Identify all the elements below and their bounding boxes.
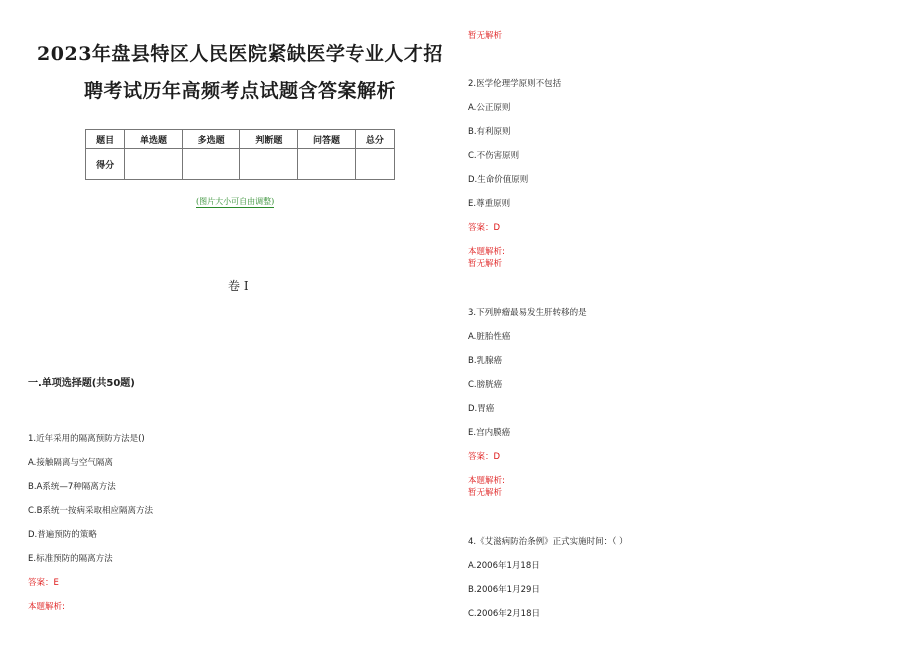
q1-option-c: C.B系统一按病采取相应隔离方法 bbox=[28, 506, 153, 516]
score-table bbox=[85, 129, 395, 180]
q1-option-b: B.A系统—7种隔离方法 bbox=[28, 482, 116, 492]
image-size-note: (图片大小可自由调整) bbox=[196, 197, 275, 206]
q2-answer: 答案：D bbox=[468, 223, 501, 233]
q3-option-c: C.膀胱癌 bbox=[468, 380, 503, 390]
question-4: 4.《艾滋病防治条例》正式实施时间：（ ） bbox=[468, 537, 628, 547]
q4-option-a: A.2006年1月18日 bbox=[468, 561, 540, 571]
score-header-qa: 问答题 bbox=[298, 130, 356, 149]
q3-analysis-label: 本题解析: bbox=[468, 476, 505, 486]
volume-label: 卷 I bbox=[228, 279, 249, 293]
section-title: 一.单项选择题(共50题) bbox=[28, 378, 135, 389]
q2-option-b: B.有利原则 bbox=[468, 127, 511, 137]
q3-no-analysis: 暂无解析 bbox=[468, 488, 503, 498]
score-cell bbox=[355, 149, 394, 180]
score-cell bbox=[182, 149, 240, 180]
q4-option-c: C.2006年2月18日 bbox=[468, 609, 540, 619]
question-2: 2.医学伦理学原则不包括 bbox=[468, 79, 562, 89]
score-header-multi: 多选题 bbox=[182, 130, 240, 149]
q1-option-d: D.普遍预防的策略 bbox=[28, 530, 97, 540]
score-header-judge: 判断题 bbox=[240, 130, 298, 149]
question-3: 3.下列肿瘤最易发生肝转移的是 bbox=[468, 308, 587, 318]
q3-answer: 答案：D bbox=[468, 452, 501, 462]
score-cell bbox=[125, 149, 183, 180]
score-header-total: 总分 bbox=[355, 130, 394, 149]
q2-analysis-label: 本题解析: bbox=[468, 247, 505, 257]
score-cell bbox=[298, 149, 356, 180]
q1-option-a: A.接触隔离与空气隔离 bbox=[28, 458, 113, 468]
q2-option-c: C.不伤害原则 bbox=[468, 151, 520, 161]
q3-option-d: D.胃癌 bbox=[468, 404, 495, 414]
q3-option-e: E.宫内膜癌 bbox=[468, 428, 511, 438]
q2-option-e: E.尊重原则 bbox=[468, 199, 511, 209]
q3-option-b: B.乳腺癌 bbox=[468, 356, 503, 366]
score-row-label: 得分 bbox=[86, 149, 125, 180]
q1-option-e: E.标准预防的隔离方法 bbox=[28, 554, 113, 564]
q2-no-analysis: 暂无解析 bbox=[468, 259, 503, 269]
q1-answer: 答案：E bbox=[28, 578, 59, 588]
question-1: 1.近年采用的隔离预防方法是() bbox=[28, 434, 145, 444]
q2-option-a: A.公正原则 bbox=[468, 103, 511, 113]
q4-option-b: B.2006年1月29日 bbox=[468, 585, 540, 595]
document-title: 2023年盘县特区人民医院紧缺医学专业人才招聘考试历年高频考点试题含答案解析 bbox=[37, 43, 443, 102]
score-cell bbox=[240, 149, 298, 180]
q3-option-a: A.脏胎性癌 bbox=[468, 332, 511, 342]
score-header-single: 单选题 bbox=[125, 130, 183, 149]
score-header-question: 题目 bbox=[86, 130, 125, 149]
top-no-analysis: 暂无解析 bbox=[468, 31, 503, 41]
q2-option-d: D.生命价值原则 bbox=[468, 175, 529, 185]
q1-analysis-label: 本题解析: bbox=[28, 602, 65, 612]
